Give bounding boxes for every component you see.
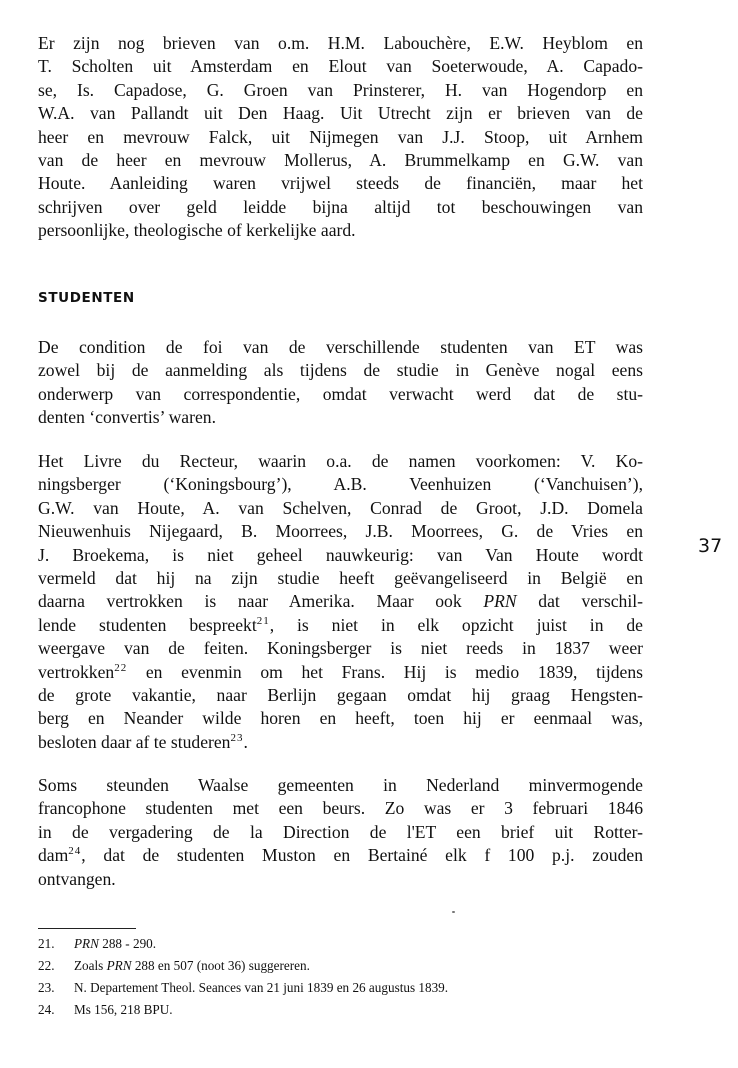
text-line: G.W. van Houte, A. van Schelven, Conrad de Groot, J.D. Domela xyxy=(38,497,643,518)
footnote-22 xyxy=(38,955,678,977)
text-line: Houte. Aanleiding waren vrijwel steeds de financiën, maar het xyxy=(38,173,643,194)
text-segment: , is niet in elk opzicht juist in de xyxy=(269,614,643,635)
text-line: denten ‘convertis’ waren. xyxy=(38,407,216,428)
text-segment: lende studenten bespreekt xyxy=(38,614,257,635)
text-segment: , dat de studenten Muston en Bertainé elk f 100 p.j. zouden xyxy=(81,845,643,866)
footnote-21 xyxy=(38,933,678,955)
text-line: in de vergadering de la Direction de l'ET een brief uit Rotter- xyxy=(38,821,643,842)
text-segment: dam xyxy=(38,845,69,866)
text-line: W.A. van Pallandt uit Den Haag. Uit Utrecht zijn er brieven van de xyxy=(38,103,643,124)
text-line: schrijven over geld leidde bijna altijd tot beschouwingen van xyxy=(38,196,643,217)
italic-abbreviation: PRN xyxy=(106,958,132,973)
text-line: berg en Neander wilde horen en heeft, toen hij er eenmaal was, xyxy=(38,708,643,729)
text-segment: daarna vertrokken is naar Amerika. Maar ook xyxy=(38,591,462,612)
paragraph-condition-de-foi xyxy=(38,336,643,430)
text-line xyxy=(38,844,643,867)
text-line: de grote vakantie, naar Berlijn gegaan omdat hij graag Hengsten- xyxy=(38,685,643,706)
text-line: francophone studenten met een beurs. Zo was er 3 februari 1846 xyxy=(38,798,643,819)
paragraph-correspondents xyxy=(38,32,643,243)
footnote-number: 24. xyxy=(38,1002,55,1017)
text-line: weergave van de feiten. Koningsberger is niet reeds in 1837 weer xyxy=(38,638,643,659)
footnote-number: 23. xyxy=(38,980,55,995)
text-line: zowel bij de aanmelding als tijdens de studie in Genève nogal eens xyxy=(38,360,643,381)
text-line: Nieuwenhuis Nijegaard, B. Moorrees, J.B. Moorrees, G. de Vries en xyxy=(38,521,643,542)
scan-speck xyxy=(452,911,455,913)
footnote-24 xyxy=(38,999,678,1021)
footnote-separator xyxy=(38,928,136,929)
italic-abbreviation: PRN xyxy=(74,936,99,951)
footnote-text: 288 - 290. xyxy=(98,936,157,951)
footnote-text: Zoals xyxy=(74,958,107,973)
text-line xyxy=(38,731,643,754)
text-line: vermeld dat hij na zijn studie heeft geëvangeliseerd in België en xyxy=(38,568,643,589)
footnote-ref-21[interactable]: 21 xyxy=(256,614,270,627)
text-line: van de heer en mevrouw Mollerus, A. Brummelkamp en G.W. van xyxy=(38,150,643,171)
text-segment: dat verschil- xyxy=(538,591,643,612)
footnote-ref-23[interactable]: 23 xyxy=(230,732,244,745)
paragraph-waalse-gemeenten xyxy=(38,774,643,891)
text-line: T. Scholten uit Amsterdam en Elout van Soeterwoude, A. Capado- xyxy=(38,56,643,77)
text-line: heer en mevrouw Falck, uit Nijmegen van J.J. Stoop, uit Arnhem xyxy=(38,126,643,147)
text-segment: . xyxy=(243,731,248,752)
footnotes xyxy=(38,933,678,1021)
text-line: J. Broekema, is niet geheel nauwkeurig: van Van Houte wordt xyxy=(38,544,643,565)
italic-abbreviation: PRN xyxy=(483,591,517,612)
page-number: 37 xyxy=(698,535,723,557)
text-line: se, Is. Capadose, G. Groen van Prinsterer, H. van Hogendorp en xyxy=(38,79,643,100)
paragraph-livre-du-recteur xyxy=(38,450,643,754)
section-heading: STUDENTEN xyxy=(38,290,135,306)
text-line xyxy=(38,661,643,684)
footnote-23 xyxy=(38,977,678,999)
text-line: Het Livre du Recteur, waarin o.a. de namen voorkomen: V. Ko- xyxy=(38,451,643,471)
text-line: persoonlijke, theologische of kerkelijke aard. xyxy=(38,220,356,241)
text-segment: besloten daar af te studeren xyxy=(38,731,231,752)
text-segment: vertrokken xyxy=(38,661,115,682)
footnote-text: 288 en 507 (noot 36) suggereren. xyxy=(131,958,310,973)
footnote-ref-24[interactable]: 24 xyxy=(68,845,82,858)
text-segment: en evenmin om het Frans. Hij is medio 1839, tijdens xyxy=(145,661,644,682)
text-line: ontvangen. xyxy=(38,868,116,889)
text-line xyxy=(38,590,643,613)
text-line: Soms steunden Waalse gemeenten in Nederland minvermogende xyxy=(38,775,643,795)
text-line: Er zijn nog brieven van o.m. H.M. Labouchère, E.W. Heyblom en xyxy=(38,33,643,53)
text-line: De condition de foi van de verschillende studenten van ET was xyxy=(38,337,643,357)
footnote-number: 21. xyxy=(38,936,55,951)
text-line: onderwerp van correspondentie, omdat verwacht werd dat de stu- xyxy=(38,383,643,404)
footnote-text: N. Departement Theol. Seances van 21 juni 1839 en 26 augustus 1839. xyxy=(74,980,449,995)
text-line: ningsberger (‘Koningsbourg’), A.B. Veenhuizen (‘Vanchuisen’), xyxy=(38,474,643,495)
footnote-ref-22[interactable]: 22 xyxy=(114,661,128,674)
footnote-number: 22. xyxy=(38,958,55,973)
text-line xyxy=(38,614,643,637)
footnote-text: Ms 156, 218 BPU. xyxy=(74,1002,173,1017)
